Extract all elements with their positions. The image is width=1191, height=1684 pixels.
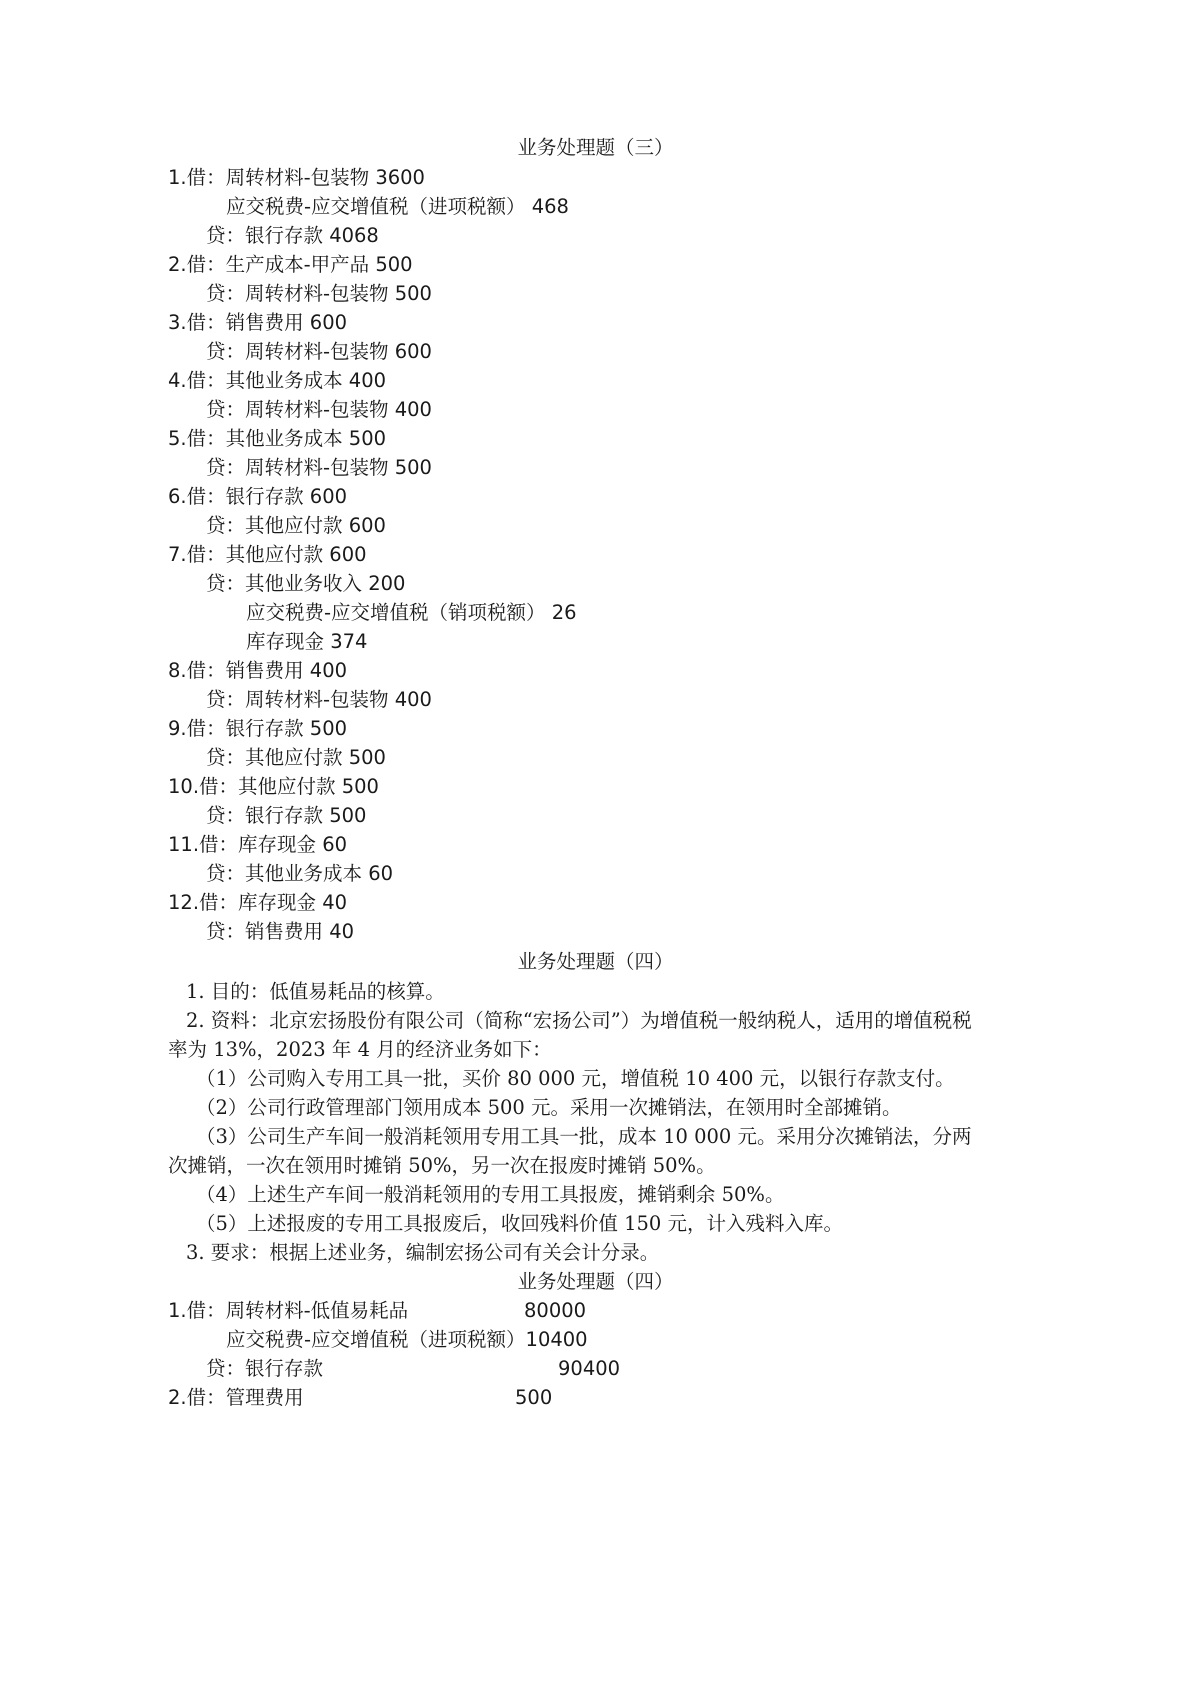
entry-line: 贷：周转材料-包装物 500 bbox=[206, 456, 432, 479]
entry-line: 应交税费-应交增值税（进项税额） 468 bbox=[226, 195, 569, 218]
entry-line: 贷：周转材料-包装物 600 bbox=[206, 340, 432, 363]
problem-item-cont: 次摊销，一次在领用时摊销 50%，另一次在报废时摊销 50%。 bbox=[168, 1154, 716, 1177]
entry-amount: 10400 bbox=[525, 1328, 588, 1351]
entry-account: 1.借：周转材料-低值易耗品 bbox=[168, 1299, 409, 1322]
entry-line: 应交税费-应交增值税（销项税额） 26 bbox=[246, 601, 577, 624]
entry-amount: 80000 bbox=[524, 1299, 587, 1322]
entry-line: 3.借：销售费用 600 bbox=[168, 311, 348, 334]
entry-line: 贷：银行存款 500 bbox=[206, 804, 367, 827]
entry-line: 1.借：周转材料-包装物 3600 bbox=[168, 166, 425, 189]
answer-entry bbox=[168, 1299, 1068, 1323]
entry-line: 2.借：生产成本-甲产品 500 bbox=[168, 253, 413, 276]
entry-line: 贷：周转材料-包装物 400 bbox=[206, 398, 432, 421]
section4-problem-title: 业务处理题（四） bbox=[517, 950, 674, 973]
entry-line: 贷：周转材料-包装物 400 bbox=[206, 688, 432, 711]
entry-line: 12.借：库存现金 40 bbox=[168, 891, 348, 914]
answer-entry bbox=[206, 1357, 1106, 1381]
entry-line: 7.借：其他应付款 600 bbox=[168, 543, 367, 566]
section4-answer-title: 业务处理题（四） bbox=[517, 1270, 674, 1293]
problem-item: （2）公司行政管理部门领用成本 500 元。采用一次摊销法，在领用时全部摊销。 bbox=[196, 1096, 902, 1119]
problem-material-cont: 率为 13%，2023 年 4 月的经济业务如下： bbox=[168, 1038, 552, 1061]
entry-line: 库存现金 374 bbox=[246, 630, 368, 653]
problem-item: （4）上述生产车间一般消耗领用的专用工具报废，摊销剩余 50%。 bbox=[196, 1183, 785, 1206]
entry-line: 贷：销售费用 40 bbox=[206, 920, 355, 943]
problem-item: （1）公司购入专用工具一批，买价 80 000 元，增值税 10 400 元，以银行存款支付。 bbox=[196, 1067, 955, 1090]
section3-title: 业务处理题（三） bbox=[517, 136, 674, 159]
entry-line: 9.借：银行存款 500 bbox=[168, 717, 348, 740]
entry-account: 贷：银行存款 bbox=[206, 1357, 324, 1380]
problem-material: 2. 资料：北京宏扬股份有限公司（简称“宏扬公司”）为增值税一般纳税人，适用的增值税税 bbox=[186, 1009, 972, 1032]
entry-line: 5.借：其他业务成本 500 bbox=[168, 427, 387, 450]
entry-amount: 500 bbox=[515, 1386, 553, 1409]
problem-requirement: 3. 要求：根据上述业务，编制宏扬公司有关会计分录。 bbox=[186, 1241, 660, 1264]
problem-purpose: 1. 目的：低值易耗品的核算。 bbox=[186, 980, 445, 1003]
entry-line: 贷：其他应付款 600 bbox=[206, 514, 386, 537]
problem-item: （5）上述报废的专用工具报废后，收回残料价值 150 元，计入残料入库。 bbox=[196, 1212, 844, 1235]
entry-line: 贷：周转材料-包装物 500 bbox=[206, 282, 432, 305]
entry-line: 6.借：银行存款 600 bbox=[168, 485, 348, 508]
problem-item: （3）公司生产车间一般消耗领用专用工具一批，成本 10 000 元。采用分次摊销法，分两 bbox=[196, 1125, 972, 1148]
entry-line: 8.借：销售费用 400 bbox=[168, 659, 348, 682]
entry-line: 贷：其他业务成本 60 bbox=[206, 862, 394, 885]
entry-line: 11.借：库存现金 60 bbox=[168, 833, 348, 856]
answer-entry bbox=[226, 1328, 588, 1352]
entry-line: 贷：其他应付款 500 bbox=[206, 746, 386, 769]
entry-line: 贷：其他业务收入 200 bbox=[206, 572, 406, 595]
entry-line: 4.借：其他业务成本 400 bbox=[168, 369, 387, 392]
entry-account: 应交税费-应交增值税（进项税额） bbox=[226, 1328, 526, 1351]
entry-line: 10.借：其他应付款 500 bbox=[168, 775, 379, 798]
entry-amount: 90400 bbox=[558, 1357, 621, 1380]
entry-account: 2.借：管理费用 bbox=[168, 1386, 304, 1409]
entry-line: 贷：银行存款 4068 bbox=[206, 224, 379, 247]
answer-entry bbox=[168, 1386, 1068, 1410]
